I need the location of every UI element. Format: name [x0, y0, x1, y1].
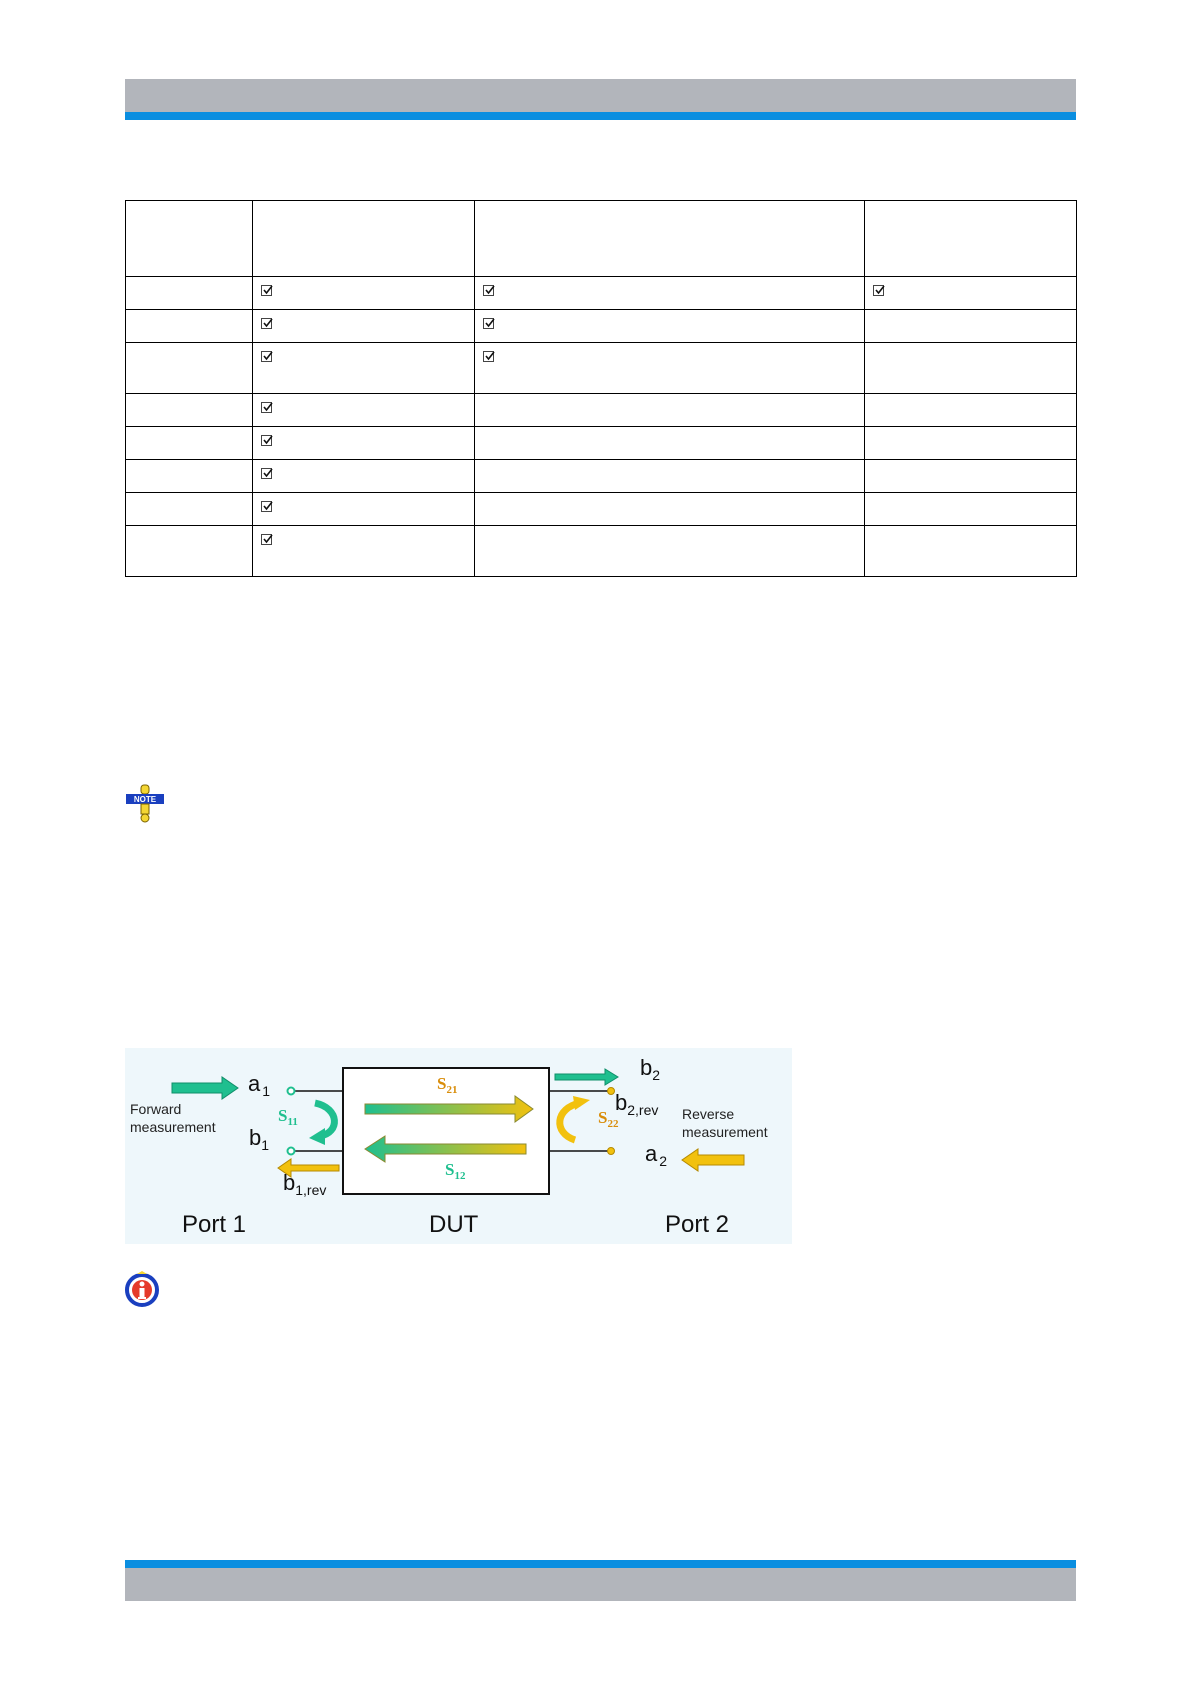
- checkbox-checked-icon: [261, 468, 272, 479]
- table-cell: [253, 277, 475, 310]
- note-icon: [124, 783, 166, 823]
- table-cell: [475, 277, 865, 310]
- svg-text:b1,rev: $b_{1,rev}$: [283, 1170, 327, 1198]
- table-header-cell: [865, 201, 1077, 277]
- table-cell: [475, 460, 865, 493]
- checkbox-checked-icon: [261, 435, 272, 446]
- table-cell: [253, 343, 475, 394]
- info-icon: [125, 1271, 161, 1307]
- table-cell: [475, 343, 865, 394]
- table-cell: [253, 394, 475, 427]
- header-band: [125, 79, 1076, 112]
- table-header-row: [126, 201, 1077, 277]
- table-row-label-cell: [126, 394, 253, 427]
- table-cell: [865, 310, 1077, 343]
- table-row-label-cell: [126, 460, 253, 493]
- table-header-cell: [475, 201, 865, 277]
- svg-text:a2: a $_2$: [645, 1141, 668, 1169]
- table-cell: [865, 277, 1077, 310]
- table-row: [126, 493, 1077, 526]
- svg-text:S11: $S_{11}$: [278, 1106, 298, 1128]
- table-cell: [475, 427, 865, 460]
- checkbox-checked-icon: [483, 318, 494, 329]
- port1-label: Port 1: [182, 1211, 247, 1238]
- svg-text:S12: $S_{12}$: [445, 1160, 466, 1182]
- svg-text:b2: $b_2$: [640, 1055, 661, 1083]
- forward-incident-arrow: [172, 1077, 238, 1099]
- table-row: [126, 460, 1077, 493]
- table-row-label-cell: [126, 310, 253, 343]
- footer-band: [125, 1568, 1076, 1601]
- table-row: [126, 394, 1077, 427]
- table-cell: [865, 493, 1077, 526]
- table-row: [126, 310, 1077, 343]
- checkbox-checked-icon: [261, 318, 272, 329]
- checkbox-checked-icon: [873, 285, 884, 296]
- reverse-incident-arrow: [682, 1149, 744, 1171]
- svg-text:NOTE: NOTE: [133, 795, 157, 804]
- feature-matrix-table: [125, 200, 1077, 577]
- table-row-label-cell: [126, 526, 253, 577]
- table-cell: [865, 526, 1077, 577]
- table-row-label-cell: [126, 277, 253, 310]
- forward-label-1: Forward: [130, 1101, 182, 1117]
- checkbox-checked-icon: [261, 534, 272, 545]
- table-cell: [253, 310, 475, 343]
- svg-text:a1: a $_1$: [248, 1071, 271, 1099]
- b2-arrow: [555, 1069, 618, 1085]
- checkbox-checked-icon: [483, 285, 494, 296]
- table-cell: [253, 460, 475, 493]
- table-cell: [253, 526, 475, 577]
- reverse-label-1: Reverse: [682, 1106, 735, 1122]
- checkbox-checked-icon: [261, 285, 272, 296]
- reverse-label-2: measurement: [682, 1124, 768, 1140]
- footer-accent-line: [125, 1560, 1076, 1568]
- table-row: [126, 277, 1077, 310]
- table-cell: [475, 493, 865, 526]
- table-row-label-cell: [126, 427, 253, 460]
- header-accent-line: [125, 112, 1076, 120]
- table-cell: [865, 343, 1077, 394]
- checkbox-checked-icon: [261, 351, 272, 362]
- table-row: [126, 427, 1077, 460]
- dut-label: DUT: [429, 1211, 479, 1238]
- s-parameter-diagram: [125, 1048, 792, 1244]
- svg-text:b1: $b_1$: [249, 1125, 270, 1153]
- table-row-label-cell: [126, 343, 253, 394]
- table-row-label-cell: [126, 493, 253, 526]
- svg-text:S21: $S_{21}$: [437, 1074, 458, 1096]
- table-cell: [475, 394, 865, 427]
- table-cell: [475, 526, 865, 577]
- checkbox-checked-icon: [483, 351, 494, 362]
- checkbox-checked-icon: [261, 501, 272, 512]
- forward-label-2: measurement: [130, 1119, 216, 1135]
- table-cell: [253, 493, 475, 526]
- table-row: [126, 343, 1077, 394]
- table-cell: [253, 427, 475, 460]
- table-cell: [865, 427, 1077, 460]
- table-cell: [865, 460, 1077, 493]
- checkbox-checked-icon: [261, 402, 272, 413]
- table-cell: [865, 394, 1077, 427]
- table-header-cell: [126, 201, 253, 277]
- table-header-cell: [253, 201, 475, 277]
- table-cell: [475, 310, 865, 343]
- svg-text:b2,rev: $b_{2,rev}$: [615, 1090, 659, 1118]
- port2-label: Port 2: [665, 1211, 730, 1238]
- table-row: [126, 526, 1077, 577]
- svg-text:S22: $S_{22}$: [598, 1108, 619, 1130]
